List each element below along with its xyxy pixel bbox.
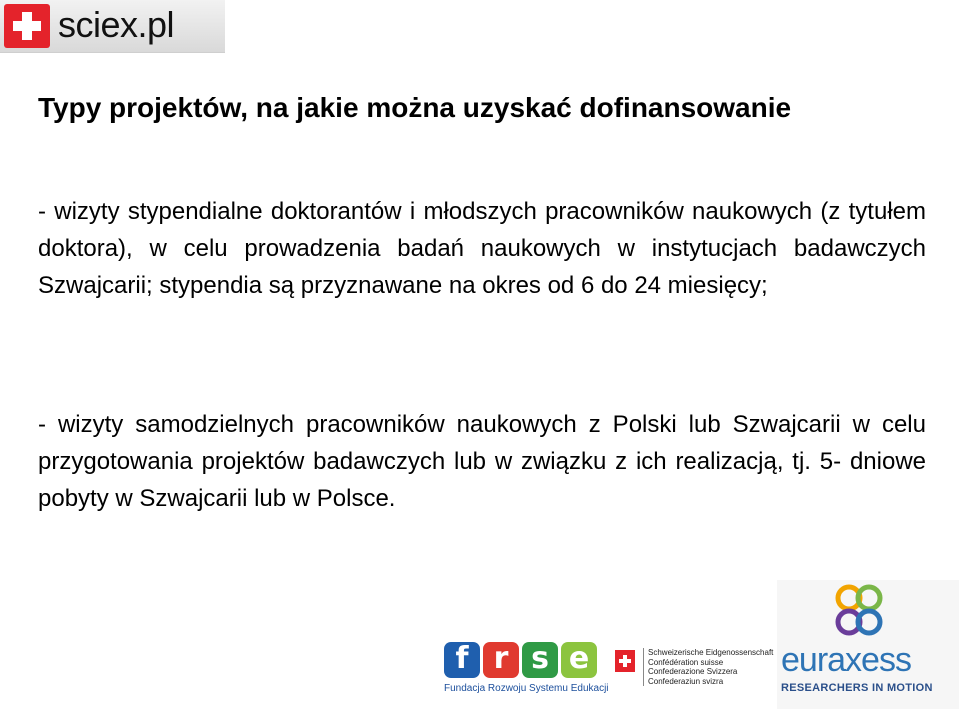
frse-logo [444,641,609,696]
confederation-text [643,648,773,686]
euraxess-logo [777,580,959,709]
paragraph-doctoral-visits: - wizyty stypendialne doktorantów i młodszych pracowników naukowych (z tytułem doktora), w celu prowadzenia badań naukowych w instytucjach badawczych Szwajcarii; stypendia są przyznawane na okres od 6 do 24 miesięcy; [38,198,926,299]
swiss-cross-icon [615,650,635,672]
swiss-flag-icon [4,4,50,48]
paragraph-senior-visits: - wizyty samodzielnych pracowników naukowych z Polski lub Szwajcarii w celu przygotowania projektów badawczych lub w związku z ich realizacją, tj. 5- dniowe pobyty w Szwajcarii lub w Polsce. [38,411,926,512]
confederation-line-3: Confederazione Svizzera [648,667,738,676]
slide-title: Typy projektów, na jakie można uzyskać dofinansowanie [38,92,792,123]
brand-name: sciex.pl [58,4,175,45]
euraxess-ring [838,611,860,633]
frse-letter-e: e [561,642,597,678]
frse-letter-r: r [483,642,519,678]
frse-letter-s: s [522,642,558,678]
frse-caption: Fundacja Rozwoju Systemu Edukacji [444,683,609,694]
confederation-line-2: Confédération suisse [648,657,724,667]
brand-bar [0,0,225,53]
euraxess-wordmark: euraxess [781,641,911,679]
euraxess-rings-icon [829,584,889,644]
swiss-confederation-logo [615,648,775,690]
frse-letter-f: f [444,642,480,678]
confederation-line-4: Confederaziun svizra [648,676,724,686]
confederation-line-1: Schweizerische Eidgenossenschaft [648,648,774,657]
euraxess-ring [858,587,880,609]
euraxess-ring [838,587,860,609]
euraxess-ring [858,611,880,633]
euraxess-tagline: RESEARCHERS IN MOTION [781,682,933,694]
